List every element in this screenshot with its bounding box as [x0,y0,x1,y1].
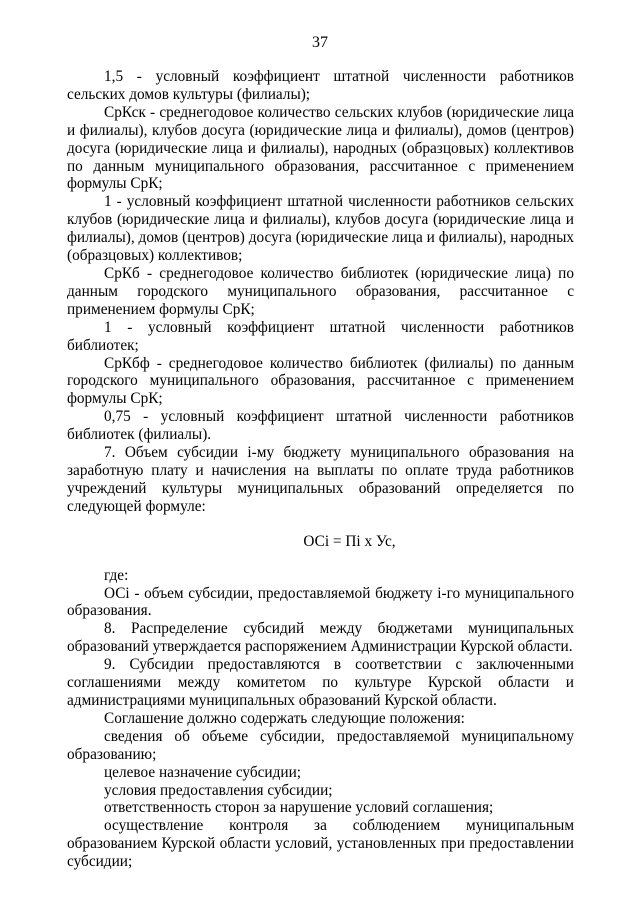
paragraph-agreement-conditions: условия предоставления субсидии; [104,781,333,799]
paragraph-agreement-intro: Соглашение должно содержать следующие положения: [104,709,465,727]
page-number: 37 [312,34,328,51]
paragraph-coef-rural-clubs: 1 - условный коэффициент штатной численности работников сельских клубов (юридические лица и филиалы), клубов досуга (юридические лица и филиалы), домов (центров) досуга (юридические лица и филиалы), народных (образцовых) коллективов; [67,193,574,265]
paragraph-agreement-purpose: целевое назначение субсидии; [104,763,302,781]
paragraph-srkb-definition: СрКб - среднегодовое количество библиотек (юридические лица) по данным городского муниципального образования, рассчитанное с применением формулы СрК; [67,264,574,318]
paragraph-srkbf-definition: СрКбф - среднегодовое количество библиотек (филиалы) по данным городского муниципального образования, рассчитанное с применением формулы СрК; [67,354,574,408]
paragraph-agreement-control: осуществление контроля за соблюдением муниципальным образованием Курской области условий, установленных при предоставлении субсидии; [67,817,574,871]
formula: ОСi = Пi х Ус, [303,532,396,550]
paragraph-agreement-responsibility: ответственность сторон за нарушение условий соглашения; [104,799,494,817]
paragraph-coef-library-branches: 0,75 - условный коэффициент штатной численности работников библиотек (филиалы). [67,408,574,444]
paragraph-osi-definition: ОСi - объем субсидии, предоставляемой бюджету i-го муниципального образования. [67,584,574,620]
paragraph-agreement-volume: сведения об объеме субсидии, предоставляемой муниципальному образованию; [67,727,574,763]
paragraph-coef-libraries: 1 - условный коэффициент штатной численности работников библиотек; [67,318,574,354]
paragraph-srksk-definition: СрКск - среднегодовое количество сельских клубов (юридические лица и филиалы), клубов досуга (юридические лица и филиалы), домов (центров) досуга (юридические лица и филиалы), народных (образцовых) коллективов по данным муниципального образования, рассчитанное с применением формулы СрК; [67,103,574,193]
document-body [67,68,574,871]
paragraph-item-7: 7. Объем субсидии i-му бюджету муниципального образования на заработную плату и начисления на выплаты по оплате труда работников учреждений культуры муниципальных образований определяется по следующей формуле: [67,444,574,515]
paragraph-item-8: 8. Распределение субсидий между бюджетами муниципальных образований утверждается распоряжением Администрации Курской области. [67,620,574,656]
paragraph-item-9: 9. Субсидии предоставляются в соответствии с заключенными соглашениями между комитетом по культуре Курской области и администрациями муниципальных образований Курской области. [67,656,574,709]
paragraph-coef-rural-houses: 1,5 - условный коэффициент штатной численности работников сельских домов культуры (филиалы); [67,68,574,103]
paragraph-where: где: [104,566,129,584]
